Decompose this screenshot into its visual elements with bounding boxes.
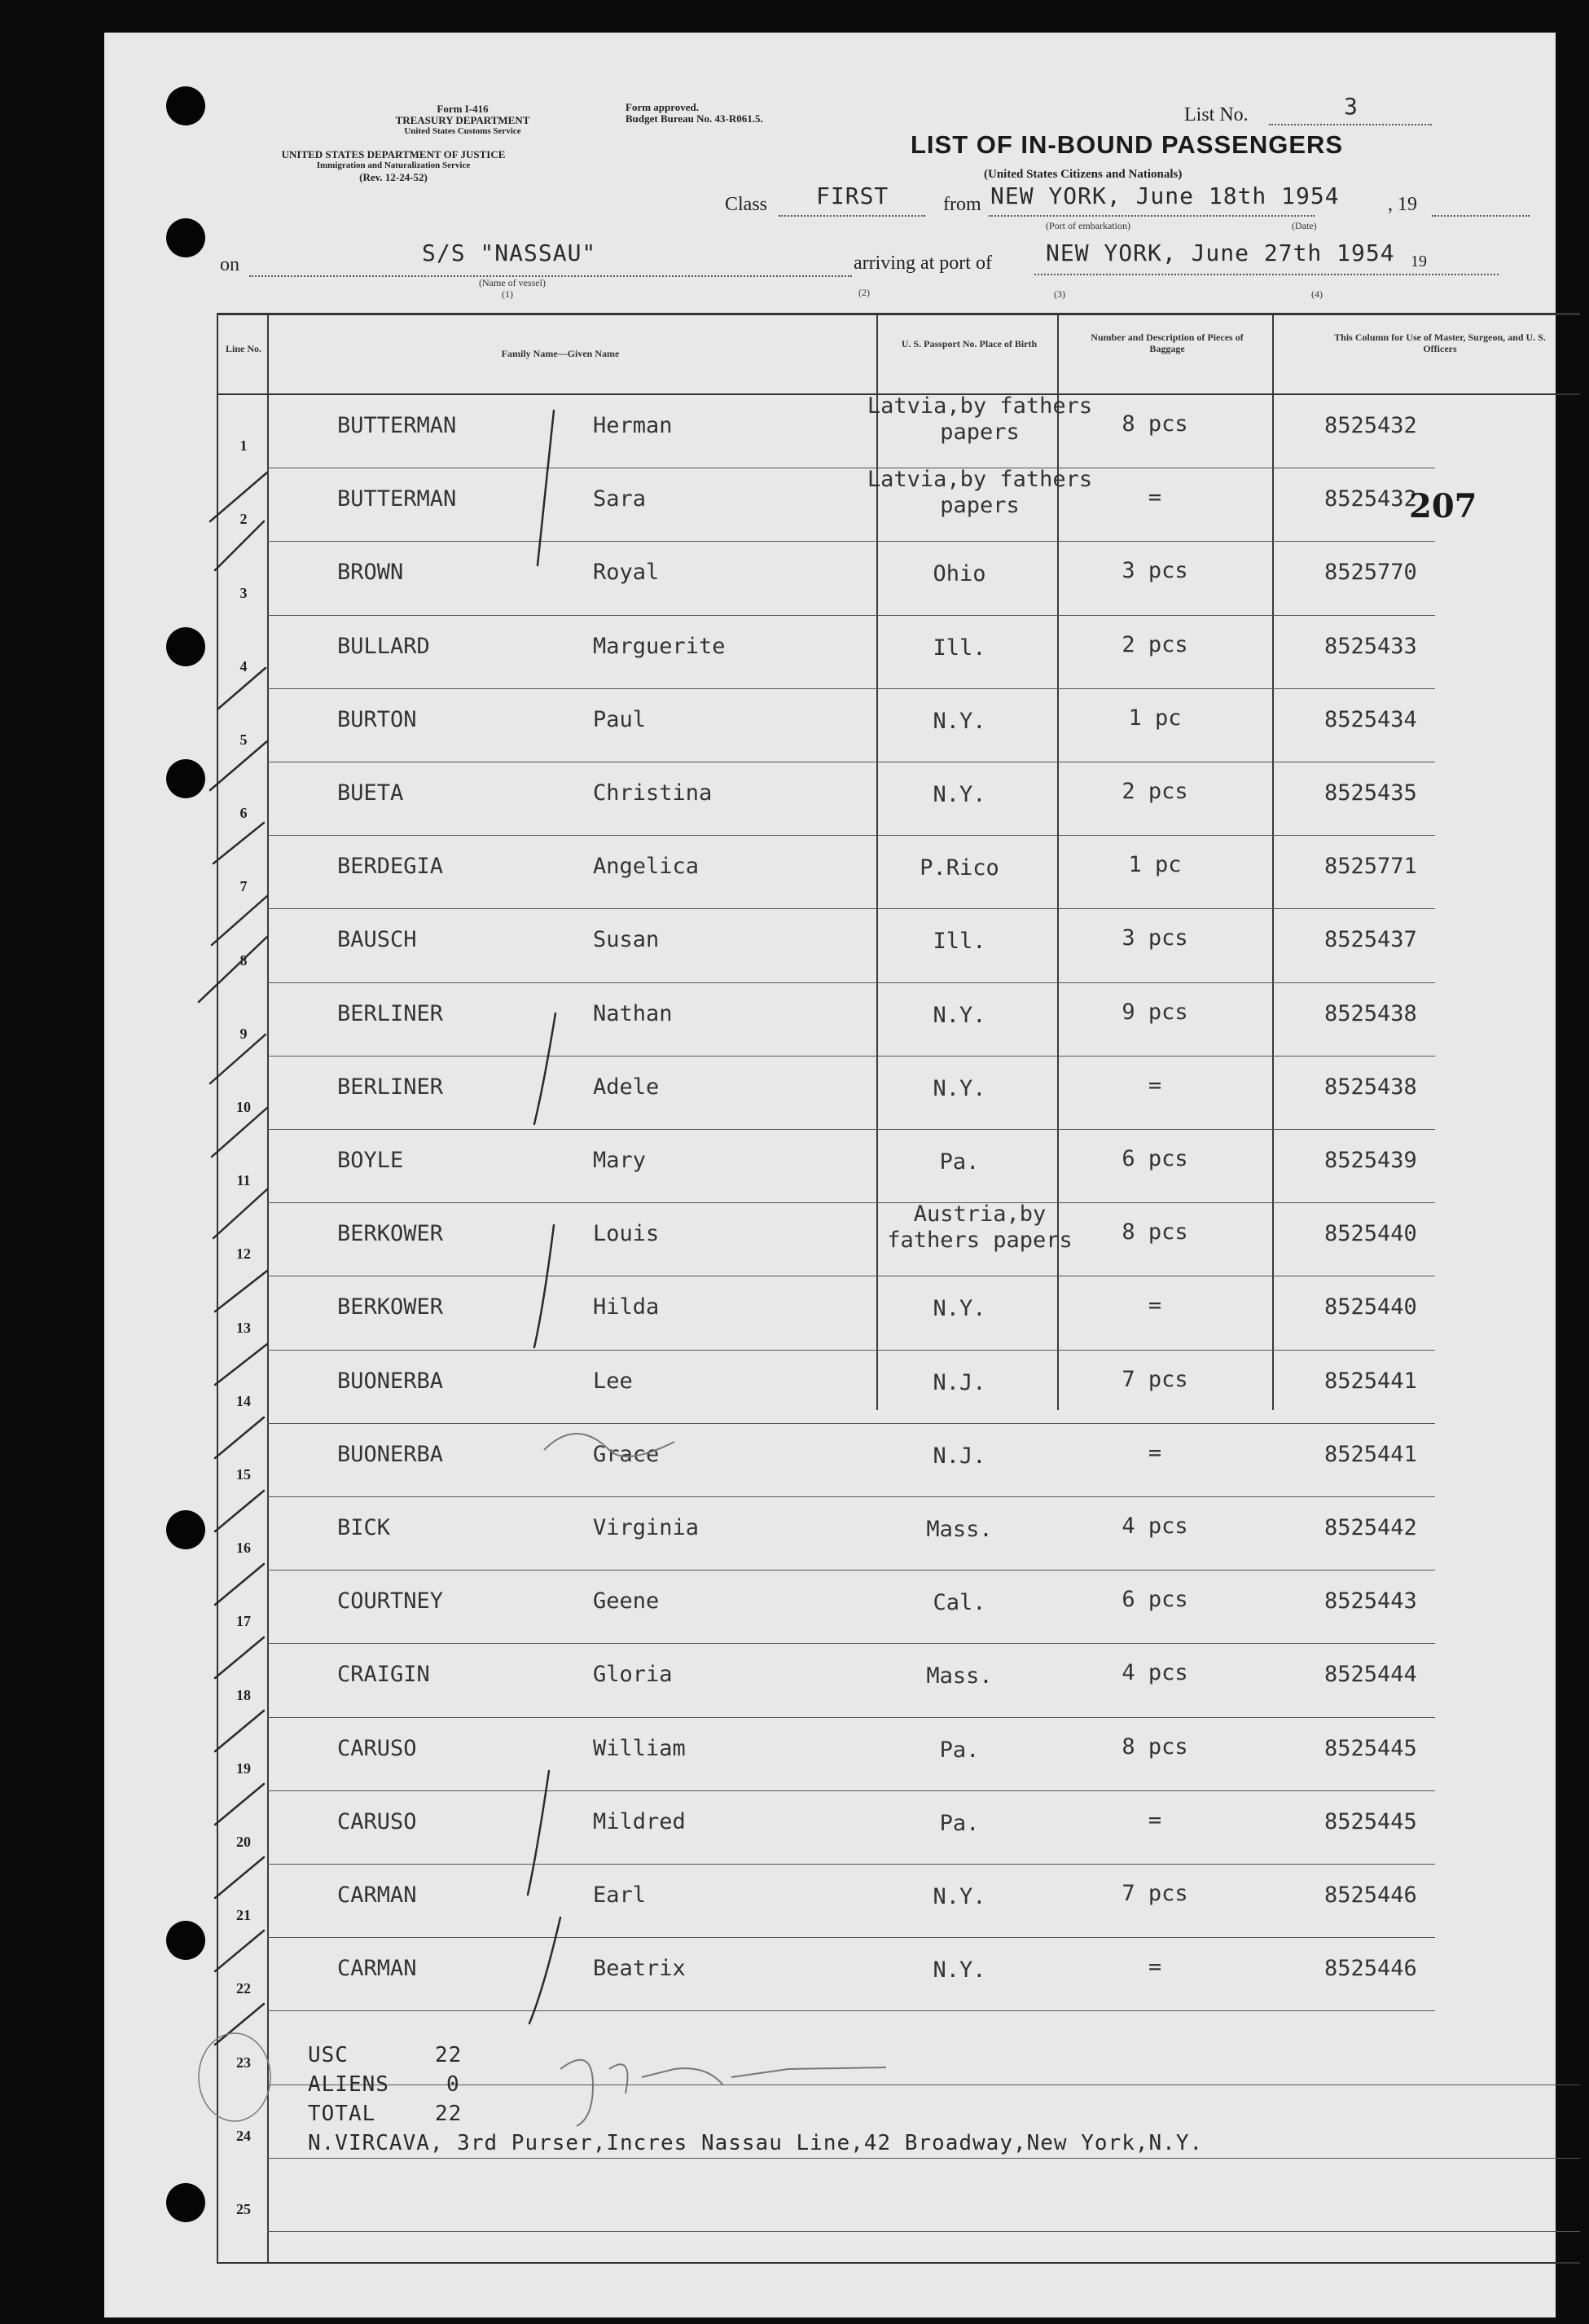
- table-row: [218, 1351, 1580, 1424]
- given-name: Geene: [593, 1588, 660, 1614]
- vessel-value: S/S "NASSAU": [422, 239, 597, 266]
- given-name: Marguerite: [593, 633, 726, 659]
- purser-line: N.VIRCAVA, 3rd Purser,Incres Nassau Line,42 Broadway,New York,N.Y.: [308, 2131, 1204, 2155]
- given-name: William: [593, 1735, 686, 1761]
- aliens-label: ALIENS: [308, 2072, 389, 2097]
- baggage: 8 pcs: [1122, 1733, 1188, 1759]
- revision-date: (Rev. 12-24-52): [359, 171, 428, 183]
- passport-number: 8525438: [1324, 1074, 1417, 1100]
- baggage: 4 pcs: [1122, 1513, 1188, 1539]
- vessel-caption: (Name of vessel): [479, 277, 546, 288]
- birth-place: Ill.: [933, 635, 986, 661]
- given-name: Beatrix: [593, 1956, 686, 1982]
- baggage: 6 pcs: [1122, 1587, 1188, 1613]
- birth-place: Mass.: [926, 1517, 993, 1542]
- birth-place: N.Y.: [933, 782, 986, 807]
- line-number: 15: [236, 1465, 251, 1483]
- on-label: on: [220, 254, 239, 275]
- baggage: 9 pcs: [1122, 999, 1188, 1025]
- given-name: Angelica: [593, 854, 700, 880]
- table-row: [218, 468, 1580, 542]
- class-label: Class: [725, 194, 768, 215]
- line-number: 25: [236, 2200, 251, 2217]
- line-number: 23: [236, 2054, 251, 2071]
- given-name: Adele: [593, 1074, 660, 1100]
- line-number: 5: [239, 731, 248, 748]
- binder-hole-6: [166, 1921, 205, 1960]
- family-name: BUTTERMAN: [337, 413, 457, 438]
- family-name: BERLINER: [337, 1074, 444, 1100]
- treasury-dept: TREASURY DEPARTMENT: [395, 114, 530, 126]
- col-header-line: Line No.: [225, 343, 261, 354]
- baggage: 1 pc: [1128, 852, 1182, 878]
- line-number: 16: [236, 1540, 251, 1557]
- table-row: [218, 762, 1580, 836]
- list-no-label: List No.: [1184, 104, 1249, 125]
- given-name: Mary: [593, 1148, 647, 1173]
- table-row: [218, 689, 1580, 762]
- passport-number: 8525445: [1324, 1735, 1417, 1761]
- given-name: Susan: [593, 927, 660, 953]
- form-number: Form I-416: [437, 103, 489, 115]
- line-number: 17: [236, 1613, 251, 1630]
- line-number: 4: [239, 657, 248, 674]
- passenger-table: [217, 313, 1580, 2264]
- family-name: BULLARD: [337, 633, 430, 659]
- passport-number: 8525440: [1324, 1294, 1417, 1320]
- family-name: BUTTERMAN: [337, 486, 457, 512]
- table-row: [218, 542, 1580, 615]
- family-name: BOYLE: [337, 1148, 404, 1173]
- passport-number: 8525442: [1324, 1515, 1417, 1540]
- birth-place: N.Y.: [933, 1957, 986, 1984]
- baggage: 1 pc: [1128, 705, 1182, 731]
- table-row: [218, 1203, 1580, 1276]
- baggage: =: [1148, 1807, 1162, 1833]
- family-name: CARUSO: [337, 1735, 417, 1761]
- family-name: BROWN: [337, 560, 404, 586]
- line-number: 20: [236, 1833, 251, 1850]
- baggage: =: [1148, 1072, 1162, 1098]
- family-name: CARMAN: [337, 1882, 417, 1908]
- family-name: BERKOWER: [337, 1221, 444, 1247]
- birth-place: N.Y.: [933, 1884, 986, 1909]
- total-count: 22: [435, 2102, 463, 2126]
- family-name: BICK: [337, 1515, 391, 1540]
- from-label: from: [943, 194, 981, 215]
- line-number: 1: [239, 437, 248, 455]
- family-name: BERLINER: [337, 1000, 444, 1026]
- date-caption: (Date): [1292, 220, 1317, 231]
- table-row: [218, 983, 1580, 1057]
- table-row: [218, 1865, 1580, 1938]
- table-row: [218, 1791, 1580, 1865]
- line-number: 19: [236, 1759, 251, 1777]
- baggage: =: [1148, 1293, 1162, 1319]
- baggage: 3 pcs: [1122, 925, 1188, 951]
- line-number: 13: [236, 1319, 251, 1336]
- line-number: 3: [239, 584, 248, 601]
- birth-place: N.Y.: [933, 708, 986, 734]
- line-number: 22: [236, 1980, 251, 1997]
- family-name: BUONERBA: [337, 1368, 444, 1394]
- family-name: BUETA: [337, 780, 404, 806]
- family-name: CRAIGIN: [337, 1662, 430, 1688]
- binder-hole-2: [166, 218, 205, 257]
- table-row: [218, 1644, 1580, 1717]
- baggage: 8 pcs: [1122, 1219, 1188, 1245]
- family-name: BAUSCH: [337, 927, 417, 953]
- birth-place: Ohio: [933, 561, 986, 587]
- col-number-3: (3): [1054, 288, 1065, 300]
- given-name: Paul: [593, 706, 647, 732]
- family-name: COURTNEY: [337, 1588, 444, 1614]
- binder-hole-7: [166, 2183, 205, 2222]
- passport-number: 8525445: [1324, 1808, 1417, 1834]
- table-row: [218, 1718, 1580, 1791]
- baggage: 2 pcs: [1122, 631, 1188, 657]
- birth-place: N.Y.: [933, 1075, 986, 1101]
- passport-number: 8525437: [1324, 927, 1417, 953]
- binder-hole-4: [166, 759, 205, 798]
- given-name: Louis: [593, 1221, 660, 1247]
- table-row: [218, 1938, 1580, 2011]
- line-number: 8: [239, 951, 248, 969]
- passport-number: 8525432: [1324, 486, 1417, 512]
- family-name: BURTON: [337, 706, 417, 732]
- baggage: 8 pcs: [1122, 411, 1188, 437]
- birth-place: Ill.: [933, 929, 986, 955]
- line-number: 18: [236, 1686, 251, 1703]
- list-no-value: 3: [1344, 93, 1359, 120]
- baggage: =: [1148, 1439, 1162, 1465]
- given-name: Herman: [593, 413, 673, 438]
- aliens-count: 0: [446, 2072, 460, 2097]
- table-row: [218, 1130, 1580, 1203]
- family-name: CARMAN: [337, 1956, 417, 1982]
- family-name: BERKOWER: [337, 1294, 444, 1320]
- line-number: 7: [239, 878, 248, 895]
- birth-place: Pa.: [939, 1737, 980, 1763]
- arriving-value: NEW YORK, June 27th 1954: [1046, 239, 1395, 266]
- justice-dept: UNITED STATES DEPARTMENT OF JUSTICE: [281, 148, 506, 160]
- col-number-2: (2): [858, 287, 870, 298]
- port-caption: (Port of embarkation): [1046, 220, 1130, 231]
- col-header-passport: U. S. Passport No. Place of Birth: [901, 338, 1038, 349]
- baggage: 2 pcs: [1122, 779, 1188, 804]
- table-row: [218, 1571, 1580, 1644]
- birth-place: N.J.: [933, 1369, 986, 1395]
- table-row: [218, 2011, 1580, 2085]
- table-row: [218, 1424, 1580, 1497]
- baggage: 6 pcs: [1122, 1146, 1188, 1171]
- line-number: 9: [239, 1025, 248, 1042]
- given-name: Lee: [593, 1368, 633, 1394]
- birth-place: Latvia,by fathers papers: [867, 467, 1093, 519]
- line-number: 10: [236, 1098, 251, 1115]
- customs-service: United States Customs Service: [404, 126, 521, 136]
- passport-number: 8525439: [1324, 1148, 1417, 1173]
- baggage: 7 pcs: [1122, 1881, 1188, 1906]
- table-row: [218, 836, 1580, 909]
- given-name: Hilda: [593, 1294, 660, 1320]
- passport-number: 8525440: [1324, 1221, 1417, 1247]
- baggage: 7 pcs: [1122, 1366, 1188, 1392]
- budget-bureau: Budget Bureau No. 43-R061.5.: [626, 112, 763, 125]
- given-name: Grace: [593, 1441, 660, 1467]
- line-number: 21: [236, 1907, 251, 1924]
- passport-number: 8525441: [1324, 1368, 1417, 1394]
- family-name: BERDEGIA: [337, 854, 444, 880]
- col-header-officers: This Column for Use of Master, Surgeon, and U. S. Officers: [1334, 332, 1546, 354]
- baggage: =: [1148, 485, 1162, 511]
- birth-place: N.Y.: [933, 1002, 986, 1028]
- table-row: [218, 1276, 1580, 1350]
- given-name: Sara: [593, 486, 647, 512]
- passport-number: 8525446: [1324, 1882, 1417, 1908]
- year-19-label: , 19: [1388, 194, 1417, 215]
- passport-number: 8525433: [1324, 633, 1417, 659]
- birth-place: Cal.: [933, 1590, 986, 1616]
- birth-place: P.Rico: [920, 855, 999, 881]
- birth-place: Pa.: [939, 1149, 980, 1175]
- birth-place: N.J.: [933, 1443, 986, 1469]
- col-header-name: Family Name—Given Name: [501, 348, 620, 359]
- passport-number: 8525435: [1324, 780, 1417, 806]
- form-approved: Form approved.: [626, 101, 700, 113]
- from-value: NEW YORK, June 18th 1954: [990, 182, 1340, 209]
- birth-place: Latvia,by fathers papers: [867, 393, 1093, 445]
- birth-place: Austria,by fathers papers: [887, 1202, 1073, 1254]
- page-subtitle: (United States Citizens and Nationals): [984, 168, 1183, 181]
- passport-number: 8525441: [1324, 1441, 1417, 1467]
- col-number-1: (1): [502, 288, 513, 300]
- page-title: LIST OF IN-BOUND PASSENGERS: [911, 130, 1344, 159]
- table-row: [218, 909, 1580, 982]
- baggage: 4 pcs: [1122, 1660, 1188, 1686]
- passport-number: 8525432: [1324, 413, 1417, 438]
- year-suffix: 19: [1411, 253, 1427, 270]
- binder-hole-5: [166, 1510, 205, 1549]
- passport-number: 8525446: [1324, 1956, 1417, 1982]
- total-label: TOTAL: [308, 2102, 376, 2126]
- table-row: [218, 395, 1580, 468]
- class-value: FIRST: [816, 182, 889, 209]
- given-name: Earl: [593, 1882, 647, 1908]
- line-number: 11: [236, 1172, 251, 1189]
- table-row: [218, 616, 1580, 689]
- passport-number: 8525443: [1324, 1588, 1417, 1614]
- given-name: Christina: [593, 780, 713, 806]
- line-number: 24: [236, 2127, 251, 2144]
- given-name: Gloria: [593, 1662, 673, 1688]
- baggage: 3 pcs: [1122, 558, 1188, 584]
- passport-number: 8525771: [1324, 854, 1417, 880]
- passport-number: 8525444: [1324, 1662, 1417, 1688]
- baggage: =: [1148, 1954, 1162, 1980]
- table-row: [218, 2159, 1580, 2232]
- side-number: 207: [1409, 487, 1477, 525]
- birth-place: Pa.: [939, 1810, 980, 1836]
- table-row: [218, 1497, 1580, 1571]
- manifest-sheet: [104, 33, 1556, 2317]
- line-number: 2: [239, 511, 248, 528]
- binder-hole-3: [166, 627, 205, 666]
- binder-hole-1: [166, 86, 205, 125]
- passport-number: 8525438: [1324, 1000, 1417, 1026]
- col-header-baggage: Number and Description of Pieces of Baggage: [1091, 332, 1244, 354]
- birth-place: N.Y.: [933, 1296, 986, 1322]
- passport-number: 8525434: [1324, 706, 1417, 732]
- passport-number: 8525770: [1324, 560, 1417, 586]
- given-name: Nathan: [593, 1000, 673, 1026]
- line-number: 6: [239, 805, 248, 822]
- usc-count: 22: [435, 2043, 463, 2067]
- usc-label: USC: [308, 2043, 349, 2067]
- given-name: Mildred: [593, 1808, 686, 1834]
- arriving-label: arriving at port of: [854, 253, 992, 274]
- ins-service: Immigration and Naturalization Service: [316, 160, 471, 170]
- birth-place: Mass.: [926, 1663, 993, 1689]
- line-number: 12: [236, 1245, 251, 1263]
- table-row: [218, 1057, 1580, 1130]
- family-name: BUONERBA: [337, 1441, 444, 1467]
- line-number: 14: [236, 1392, 251, 1409]
- given-name: Virginia: [593, 1515, 700, 1540]
- col-number-4: (4): [1311, 288, 1323, 300]
- family-name: CARUSO: [337, 1808, 417, 1834]
- given-name: Royal: [593, 560, 660, 586]
